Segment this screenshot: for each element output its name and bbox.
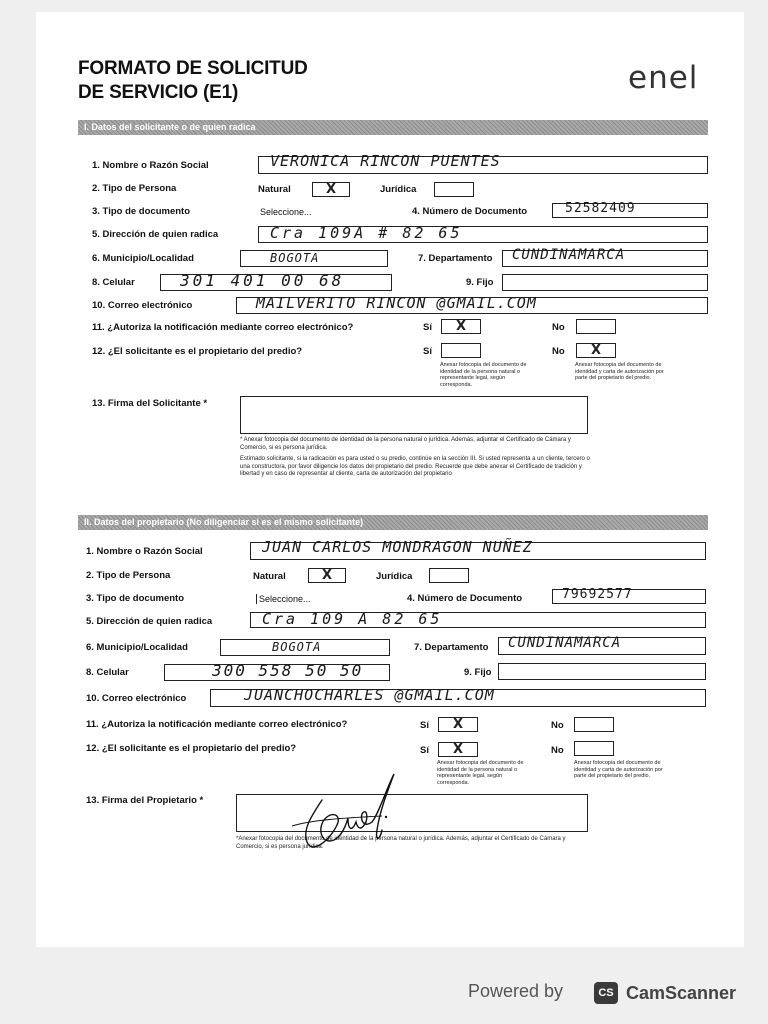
- s1-note-estimado: Estimado solicitante, si la radicación es para usted o su predio, continúe en la sección III. Si usted representa a un cliente, tercero o una constructora, por favor diligencie los datos del propietario del predio. Recuerde que debe anexar el Certificado de tradición y libertad y en caso de representar al cliente, carta de autorización del propietario: [240, 456, 590, 477]
- s2-num-doc-value: 79692577: [562, 587, 633, 602]
- s2-municipio-label: 6. Municipio/Localidad: [86, 642, 188, 653]
- s1-tipo-doc-select[interactable]: Seleccione...: [260, 207, 312, 217]
- s1-autoriza-no-checkbox[interactable]: [576, 319, 616, 334]
- s1-direccion-value: Cra 109A # 82 65: [270, 224, 463, 242]
- s1-correo-value: MAILVERITO RINCON @GMAIL.COM: [256, 294, 537, 312]
- s1-note-main: * Anexar fotocopia del documento de identidad de la persona natural o jurídica. Además, adjuntar el Certificado de Cámara y Comercio, si es persona jurídica.: [240, 437, 571, 451]
- s2-celular-label: 8. Celular: [86, 667, 129, 678]
- page-title: FORMATO DE SOLICITUD DE SERVICIO (E1): [78, 58, 308, 103]
- s1-juridica-label: Jurídica: [380, 184, 417, 195]
- s1-direccion-label: 5. Dirección de quien radica: [92, 229, 219, 240]
- section2-band: II. Datos del propietario (No diligenciar si es el mismo solicitante): [78, 515, 708, 530]
- s1-num-doc-label: 4. Número de Documento: [412, 206, 528, 217]
- s1-autoriza-label: 11. ¿Autoriza la notificación mediante correo electrónico?: [92, 322, 354, 333]
- s1-propietario-label: 12. ¿El solicitante es el propietario del predio?: [92, 346, 303, 357]
- s1-autoriza-si-mark: X: [455, 319, 467, 334]
- s2-autoriza-si-label: Sí: [420, 720, 429, 731]
- s2-note-no: Anexar fotocopia del documento de identidad y carta de autorización por parte del propietario del predio.: [574, 760, 663, 779]
- s1-departamento-label: 7. Departamento: [418, 253, 493, 264]
- s2-tipo-doc-label: 3. Tipo de documento: [86, 593, 184, 604]
- s2-note-si: Anexar fotocopia del documento de identidad de la persona natural o representante legal, según corresponda.: [437, 760, 524, 786]
- s1-nombre-label: 1. Nombre o Razón Social: [92, 160, 209, 171]
- camscanner-logo-icon: CS: [594, 982, 618, 1004]
- s1-note-si: Anexar fotocopia del documento de identidad de la persona natural o representante legal, según corresponda.: [440, 362, 527, 388]
- s2-correo-value: JUANCHOCHARLES @GMAIL.COM: [244, 686, 495, 704]
- s1-fijo-field[interactable]: [502, 274, 708, 291]
- s2-departamento-value: CUNDINAMARCA: [508, 635, 622, 651]
- s2-autoriza-no-label: No: [551, 720, 564, 731]
- s2-departamento-label: 7. Departamento: [414, 642, 489, 653]
- s2-direccion-label: 5. Dirección de quien radica: [86, 616, 213, 627]
- s2-natural-mark: X: [321, 568, 333, 583]
- s1-firma-label: 13. Firma del Solicitante *: [92, 398, 208, 409]
- s2-direccion-value: Cra 109 A 82 65: [262, 610, 443, 628]
- s1-note-no: Anexar fotocopia del documento de identidad y carta de autorización por parte del propietario del predio.: [575, 362, 664, 381]
- s1-tipo-persona-label: 2. Tipo de Persona: [92, 183, 177, 194]
- s2-juridica-checkbox[interactable]: [429, 568, 469, 583]
- s2-note-main: *Anexar fotocopia del documento de identidad de la persona natural o jurídica. Además, adjuntar el Certificado de Cámara y Comercio, si es persona jurídica.: [236, 836, 566, 850]
- s1-fijo-label: 9. Fijo: [466, 277, 494, 288]
- s1-firma-box[interactable]: [240, 396, 588, 434]
- s2-fijo-field[interactable]: [498, 663, 706, 680]
- s2-autoriza-si-mark: X: [452, 717, 464, 732]
- s2-propietario-si-mark: X: [452, 742, 464, 757]
- s2-natural-label: Natural: [253, 571, 286, 582]
- s2-nombre-label: 1. Nombre o Razón Social: [86, 546, 203, 557]
- s1-correo-label: 10. Correo electrónico: [92, 300, 193, 311]
- s2-propietario-no-label: No: [551, 745, 564, 756]
- section1-band: I. Datos del solicitante o de quien radica: [78, 120, 708, 135]
- s2-propietario-si-label: Sí: [420, 745, 429, 756]
- s1-departamento-value: CUNDINAMARCA: [512, 247, 626, 263]
- enel-logo: enel: [628, 60, 699, 96]
- s1-municipio-label: 6. Municipio/Localidad: [92, 253, 194, 264]
- s1-propietario-si-label: Sí: [423, 346, 432, 357]
- s2-autoriza-label: 11. ¿Autoriza la notificación mediante correo electrónico?: [86, 719, 348, 730]
- s1-propietario-no-label: No: [552, 346, 565, 357]
- s1-celular-value: 301 401 00 68: [180, 271, 345, 290]
- s2-autoriza-no-checkbox[interactable]: [574, 717, 614, 732]
- s2-firma-label: 13. Firma del Propietario *: [86, 795, 204, 806]
- s2-tipo-doc-select[interactable]: Seleccione...: [256, 594, 311, 604]
- s2-celular-value: 300 558 50 50: [212, 661, 364, 680]
- s2-juridica-label: Jurídica: [376, 571, 413, 582]
- s1-num-doc-value: 52582409: [565, 201, 636, 216]
- s2-propietario-no-checkbox[interactable]: [574, 741, 614, 756]
- s2-municipio-value: BOGOTA: [272, 640, 322, 654]
- s2-tipo-persona-label: 2. Tipo de Persona: [86, 570, 171, 581]
- s1-propietario-si-checkbox[interactable]: [441, 343, 481, 358]
- s2-propietario-label: 12. ¿El solicitante es el propietario del predio?: [86, 743, 297, 754]
- s1-municipio-value: BOGOTA: [270, 251, 320, 265]
- s1-propietario-no-mark: X: [590, 343, 602, 358]
- s1-natural-label: Natural: [258, 184, 291, 195]
- owner-signature-icon: [282, 770, 412, 860]
- s2-fijo-label: 9. Fijo: [464, 667, 492, 678]
- s1-juridica-checkbox[interactable]: [434, 182, 474, 197]
- s1-autoriza-si-label: Sí: [423, 322, 432, 333]
- s1-celular-label: 8. Celular: [92, 277, 135, 288]
- s2-nombre-value: JUAN CARLOS MONDRAGON NUÑEZ: [262, 538, 533, 556]
- s1-nombre-value: VERONICA RINCON PUENTES: [270, 152, 501, 170]
- s1-tipo-doc-label: 3. Tipo de documento: [92, 206, 190, 217]
- s1-natural-mark: X: [325, 182, 337, 197]
- s2-num-doc-label: 4. Número de Documento: [407, 593, 523, 604]
- s2-correo-label: 10. Correo electrónico: [86, 693, 187, 704]
- camscanner-brand: CamScanner: [626, 983, 737, 1003]
- powered-by-text: Powered by: [468, 981, 564, 1001]
- s1-autoriza-no-label: No: [552, 322, 565, 333]
